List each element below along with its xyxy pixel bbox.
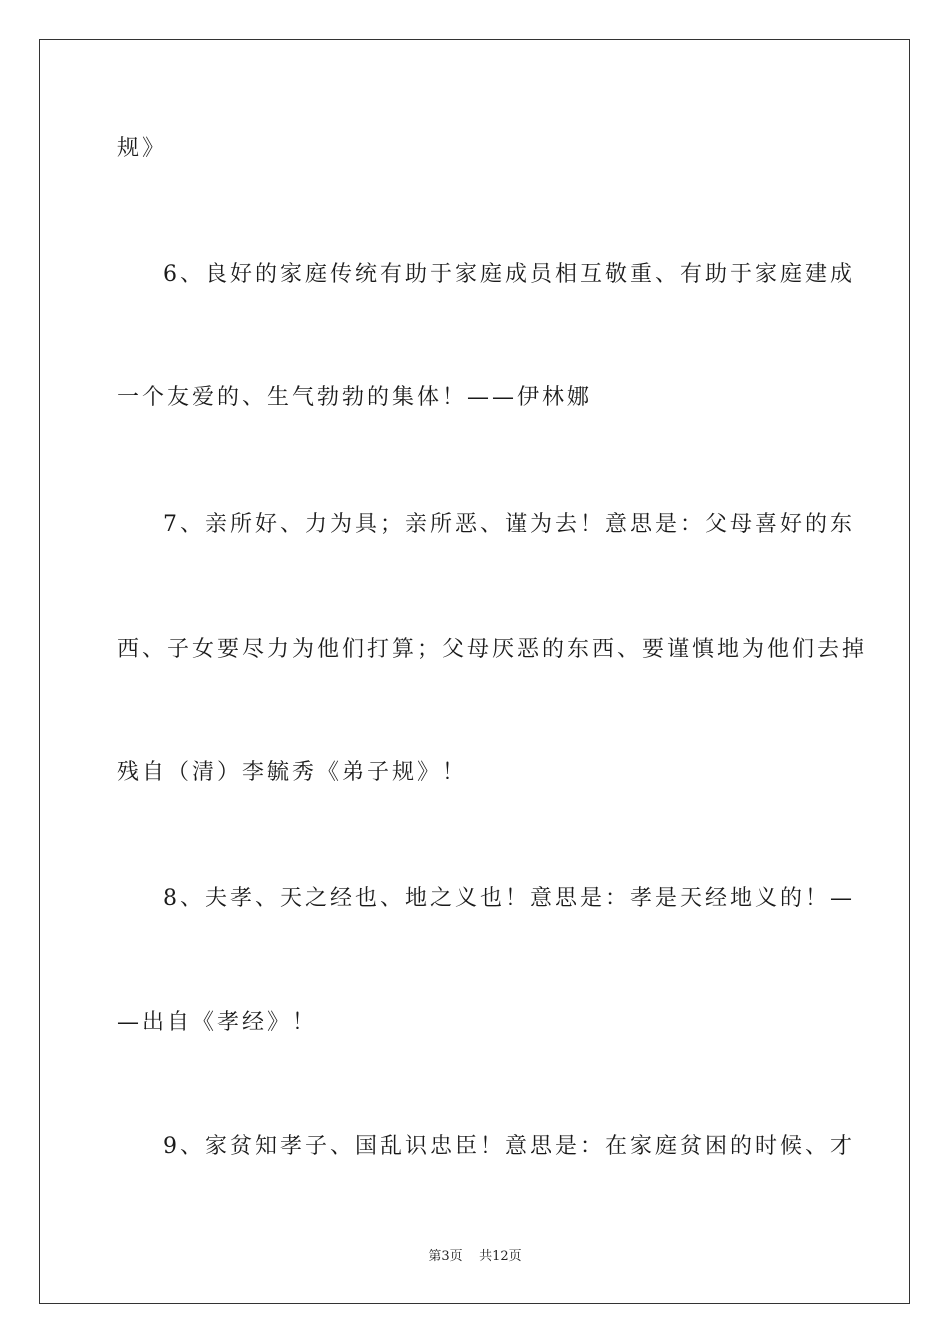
page-footer [0,1248,950,1266]
text-line-3: 一个友爱的、生气勃勃的集体！——伊林娜 [117,385,593,410]
text-line-1: 规》 [117,136,168,161]
page-border [39,39,910,1304]
text-line-5: 西、子女要尽力为他们打算；父母厌恶的东西、要谨慎地为他们去掉 [117,637,868,662]
text-line-7: 8、夫孝、天之经也、地之义也！意思是：孝是天经地义的！— [163,886,855,911]
text-line-8: —出自《孝经》！ [117,1010,318,1035]
text-line-6: 残自（清）李毓秀《弟子规》！ [117,760,468,785]
text-line-4: 7、亲所好、力为具；亲所恶、谨为去！意思是：父母喜好的东 [163,512,855,537]
text-line-9: 9、家贫知孝子、国乱识忠臣！意思是：在家庭贫困的时候、才 [163,1134,855,1159]
page-total: 共12页 [479,1249,522,1264]
text-line-2: 6、良好的家庭传统有助于家庭成员相互敬重、有助于家庭建成 [163,262,855,287]
page-number: 第3页 [428,1249,463,1264]
